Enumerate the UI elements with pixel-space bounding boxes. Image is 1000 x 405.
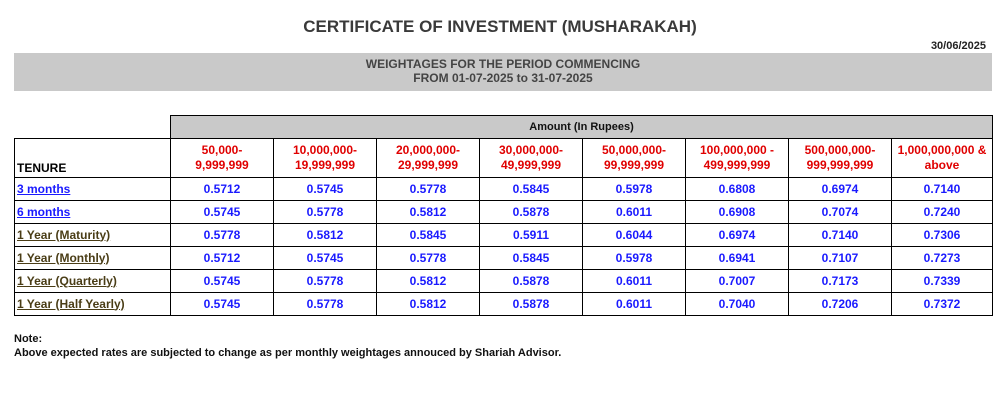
rate-cell: 0.5878: [480, 269, 583, 292]
tenure-link[interactable]: 1 Year (Monthly): [15, 246, 171, 269]
rate-cell: 0.7007: [686, 269, 789, 292]
note-label: Note:: [14, 333, 43, 345]
banner-line-1: WEIGHTAGES FOR THE PERIOD COMMENCING: [365, 57, 641, 71]
amount-header: Amount (In Rupees): [171, 116, 993, 139]
rate-cell: 0.5812: [377, 292, 480, 315]
range-header: 1,000,000,000 & above: [892, 138, 993, 177]
rate-cell: 0.5745: [274, 246, 377, 269]
rate-cell: 0.6974: [686, 223, 789, 246]
range-header: 500,000,000- 999,999,999: [789, 138, 892, 177]
weightages-table: [14, 115, 993, 316]
rate-cell: 0.5712: [171, 177, 274, 200]
rate-cell: 0.5878: [480, 292, 583, 315]
rate-cell: 0.5812: [377, 269, 480, 292]
header-blank-cell: [15, 116, 171, 139]
table-row: [15, 200, 993, 223]
rate-cell: 0.5745: [274, 177, 377, 200]
rate-cell: 0.7240: [892, 200, 993, 223]
rate-cell: 0.7074: [789, 200, 892, 223]
rate-cell: 0.7140: [892, 177, 993, 200]
rate-cell: 0.5845: [377, 223, 480, 246]
range-header: 50,000- 9,999,999: [171, 138, 274, 177]
document-date: 30/06/2025: [930, 40, 986, 52]
rate-cell: 0.5778: [274, 292, 377, 315]
table-row: [15, 246, 993, 269]
rate-cell: 0.5778: [377, 246, 480, 269]
rate-cell: 0.5978: [583, 177, 686, 200]
rate-cell: 0.7206: [789, 292, 892, 315]
rate-cell: 0.5878: [480, 200, 583, 223]
range-header: 20,000,000- 29,999,999: [377, 138, 480, 177]
rate-cell: 0.6011: [583, 200, 686, 223]
rate-cell: 0.5845: [480, 246, 583, 269]
table-row: [15, 269, 993, 292]
rate-cell: 0.7339: [892, 269, 993, 292]
table-row: [15, 223, 993, 246]
rate-cell: 0.5778: [171, 223, 274, 246]
rate-cell: 0.7306: [892, 223, 993, 246]
table-row: [15, 177, 993, 200]
range-header: 100,000,000 - 499,999,999: [686, 138, 789, 177]
rate-cell: 0.6011: [583, 269, 686, 292]
tenure-link[interactable]: 1 Year (Half Yearly): [15, 292, 171, 315]
tenure-link[interactable]: 1 Year (Maturity): [15, 223, 171, 246]
rate-cell: 0.5978: [583, 246, 686, 269]
banner-line-2: FROM 01-07-2025 to 31-07-2025: [413, 71, 593, 85]
rate-cell: 0.7173: [789, 269, 892, 292]
document-title: CERTIFICATE OF INVESTMENT (MUSHARAKAH): [303, 17, 697, 36]
rate-cell: 0.7372: [892, 292, 993, 315]
rate-cell: 0.6044: [583, 223, 686, 246]
rate-cell: 0.5845: [480, 177, 583, 200]
table-row: [15, 292, 993, 315]
rate-cell: 0.6908: [686, 200, 789, 223]
rate-cell: 0.5778: [274, 269, 377, 292]
tenure-link[interactable]: 6 months: [15, 200, 171, 223]
rate-cell: 0.5778: [274, 200, 377, 223]
rate-cell: 0.7140: [789, 223, 892, 246]
rate-cell: 0.6808: [686, 177, 789, 200]
tenure-link[interactable]: 1 Year (Quarterly): [15, 269, 171, 292]
rate-cell: 0.7107: [789, 246, 892, 269]
rate-cell: 0.5745: [171, 292, 274, 315]
rate-cell: 0.6941: [686, 246, 789, 269]
rate-cell: 0.5911: [480, 223, 583, 246]
rate-cell: 0.7040: [686, 292, 789, 315]
range-header: 50,000,000- 99,999,999: [583, 138, 686, 177]
tenure-link[interactable]: 3 months: [15, 177, 171, 200]
rate-cell: 0.5745: [171, 200, 274, 223]
period-banner: [14, 53, 992, 91]
note-text: Above expected rates are subjected to change as per monthly weightages annouced by Shariah Advisor.: [14, 347, 562, 359]
rate-cell: 0.5712: [171, 246, 274, 269]
rate-cell: 0.5745: [171, 269, 274, 292]
rate-cell: 0.6974: [789, 177, 892, 200]
rate-cell: 0.5812: [377, 200, 480, 223]
rate-cell: 0.7273: [892, 246, 993, 269]
rate-cell: 0.6011: [583, 292, 686, 315]
rate-cell: 0.5812: [274, 223, 377, 246]
note-section: [14, 332, 561, 360]
tenure-header: TENURE: [15, 138, 171, 177]
rate-cell: 0.5778: [377, 177, 480, 200]
range-header: 30,000,000- 49,999,999: [480, 138, 583, 177]
range-header: 10,000,000- 19,999,999: [274, 138, 377, 177]
